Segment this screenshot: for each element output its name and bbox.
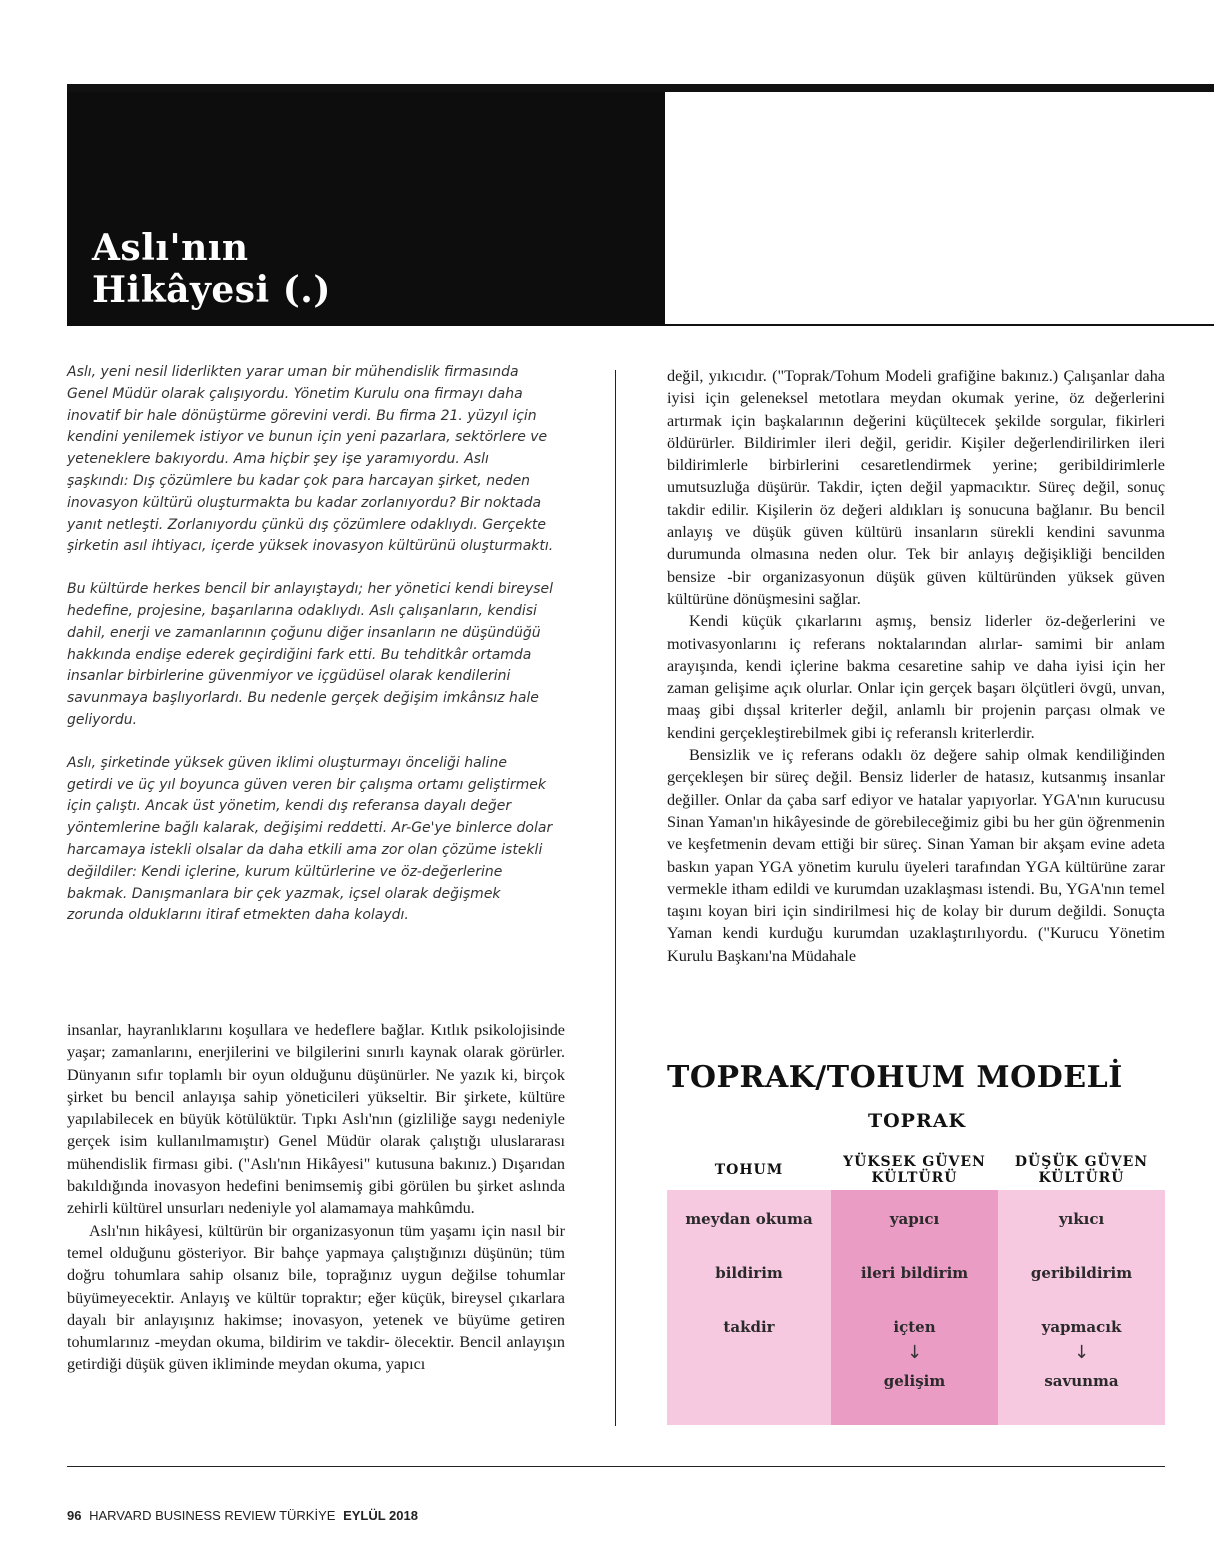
cell-high: yapıcı [889,1210,940,1228]
cell-low: yıkıcı [1058,1210,1105,1228]
story-paragraph: Aslı, şirketinde yüksek güven iklimi oluşturmayı önceliği haline getirdi ve üç yıl boyunca güven veren bir çalışma ortamı geliştirmek için çalıştı. Ancak üst yönetim, kendi dış referansa dayalı değer yöntemlerine bağlı kalarak, değişimi reddetti. Ar-Ge'ye binlerce dolar harcamaya istekli olsalar da daha etkili ama zor olan çözüme istekli değildiler: Kendi içlerine, kurum kültürlerine ve öz-değerlerine bakmak. Danışmanlara bir çek yazmak, içsel olarak değişmek zorunda olduklarını itiraf etmekten daha kolaydı. [67,754,553,924]
column-header-line: KÜLTÜRÜ [1038,1170,1125,1186]
cell-high: ileri bildirim [860,1264,969,1282]
cell-high: içten [893,1318,936,1336]
story-paragraph: Bu kültürde herkes bencil bir anlayıştaydı; her yönetici kendi bireysel hedefine, projesine, başarılarına odaklıydı. Aslı çalışanların, kendisi dahil, enerji ve zamanlarının çoğunu diğer insanların ne düşündüğü hakkında endişe ederek geçirdiğini fark etti. Bu tehditkâr ortamda insanlar birbirlerine güvenmiyor ve içgüdüsel olarak kendilerini savunmaya başlıyorlardı. Bu nedenle gerçek değişim imkânsız hale geliyordu. [67,581,554,728]
column-header-seed: TOHUM [714,1162,784,1178]
page-footer [67,1508,418,1523]
graphic-title: TOPRAK/TOHUM MODELİ [667,1060,1123,1095]
column-header-high-trust [828,1154,1001,1186]
cell-low: yapmacık [1041,1318,1122,1336]
story-paragraph: Aslı, yeni nesil liderlikten yarar uman bir mühendislik firmasında Genel Müdür olarak çalışıyordu. Yönetim Kurulu ona firmayı daha inovatif bir hale dönüştürme görevini verdi. Bu firma 21. yüzyıl için kendini yenilemek istiyor ve bunun için yeni pazarlara, sektörlere ve yeteneklere bakıyordu. Ama hiçbir şey işe yaramıyordu. Aslı şaşkındı: Dış çözümlere bu kadar çok para harcayan şirket, neden inovasyon kültürü oluşturmakta bu kadar zorlanıyordu? Bir noktada yanıt netleşti. Zorlanıyordu çünkü dış çözümlere odaklıydı. Gerçekte şirketin asıl ihtiyacı, içerde yüksek inovasyon kültürünü oluşturmaktı. [67,364,554,555]
page-number: 96 [67,1508,82,1523]
body-paragraph: Aslı'nın hikâyesi, kültürün bir organizasyonun tüm yaşamı için nasıl bir temel olduğunu gösteriyor. Bir bahçe yapmaya çalıştığınızı düşünün; tüm doğru tohumlara sahip olsanız bile, toprağınız uygun değilse tohumlar büyümeyecektir. Anlayış ve kültür topraktır; eğer küçük, bireysel çıkarlara dayalı bir anlayışınız hakimse; inovasyon, yetenek ve büyüme getiren tohumlarınız -meydan okuma, bildirim ve takdir- ölecektir. Bencil anlayışın getirdiği düşük güven ikliminde meydan okuma, yapıcı [67,1221,565,1374]
body-paragraph: Kendi küçük çıkarlarını aşmış, bensiz liderler öz-değerlerini ve motivasyonlarını iç referans noktalarından alırlar- samimi bir anlam arayışında, kendi içlerine bakma cesaretine sahip ve daha iyisi için her zaman gelişime açık olurlar. Onlar için gerçek başarı ölçütleri övgü, unvan, maaş gibi dışsal kriterler değil, anlamlı bir projenin parçası olmak ve kendini gerçekleştirebilmek gibi iç referanslı kriterlerdir. [667,612,1165,742]
publication-name: HARVARD BUSINESS REVIEW TÜRKİYE [89,1508,336,1523]
title-banner [67,92,665,326]
cell-seed: takdir [723,1318,775,1336]
sidebar-story [67,362,554,948]
issue-date: EYLÜL 2018 [343,1508,418,1523]
cell-seed: meydan okuma [685,1210,813,1228]
body-paragraph: değil, yıkıcıdır. ("Toprak/Tohum Modeli grafiğine bakınız.) Çalışanlar daha iyisi için geleneksel metotlara meydan okumak yerine, öz değerlerini artırmak için başkalarının değerini küçültecek şekilde sorgular, fikirleri öldürürler. Bildirimler ileri değil, geridir. Kişiler değerlendirilirken ileri bildirimlerle birbirlerini cesaretlendirmek yerine; geribildirimlerle umutsuzluğa düşürür. Takdir, içten değil yapmacıktır. Süreç değil, sonuç takdir edilir. Kişilerin öz değeri aldıkları iş sonucuna bağlanır. Bu bencil anlayış ve düşük güven kültürü insanların sürekli kendini savunma durumunda olmasına neden olur. Tek bir anlayış değişikliği bencilden bensize -bir organizasyonun düşük güven kültüründen yüksek güven kültürüne dönüşmesini sağlar. [667,367,1165,608]
column-header-line: DÜŞÜK GÜVEN [1014,1154,1149,1170]
column-header-low-trust [998,1154,1165,1186]
title-line-1: Aslı'nın [92,227,249,269]
sidebar-title [92,227,331,311]
footer-rule [67,1466,1165,1467]
top-rule [67,84,1214,92]
cell-result-high: gelişim [883,1372,946,1390]
cell-seed: bildirim [715,1264,783,1282]
title-line-2: Hikâyesi (.) [92,269,331,311]
down-arrow-icon: ↓ [1073,1342,1090,1363]
column-divider [615,370,616,1426]
left-column-body [67,1019,565,1376]
column-header-line: YÜKSEK GÜVEN [843,1154,986,1170]
column-header-line: KÜLTÜRÜ [871,1170,958,1186]
right-column-body [667,365,1165,967]
cell-result-low: savunma [1044,1372,1119,1390]
body-paragraph: insanlar, hayranlıklarını koşullara ve hedeflere bağlar. Kıtlık psikolojisinde yaşar; zamanlarını, enerjilerini ve bilgilerini sınırlı kaynak olarak görürler. Dünyanın sıfır toplamlı bir oyun olduğunu düşünürler. Ne yazık ki, birçok şirket bu bencil anlayışa sahip yöneticileri yükseltir. Bir şirkete, kültüre yapılabilecek en büyük kötülüktür. Tıpkı Aslı'nın (gizliliğe saygı nedeniyle gerçek isim kullanılmamıştır) Genel Müdür olarak çalıştığı uluslararası mühendislik firması gibi. ("Aslı'nın Hikâyesi" kutusuna bakınız.) Dışarıdan bakıldığında inovasyon hedefini benimsemiş gibi görülen bu şirket aslında zehirli kültürel unsurları nedeniyle yol alamamaya mahkûmdu. [67,1021,565,1218]
down-arrow-icon: ↓ [906,1342,923,1363]
body-paragraph: Bensizlik ve iç referans odaklı öz değere sahip olmak kendiliğinden gerçekleşen bir süreç değil. Bensiz liderler de hatasız, kutsanmış insanlar değiller. Onlar da çaba sarf ediyor ve hatalar yapıyorlar. YGA'nın kurucusu Sinan Yaman'ın hikâyesinde de görebileceğimiz gibi bu her gün öğrenmenin ve keşfetmenin devam ettiği bir süreç. Sinan Yaman bir akşam evine adeta baskın yapan YGA yönetim kurulu üyeleri tarafından YGA kültürüne zarar vermekle itham edildi ve kurumdan uzaklaşması istendi. Bu, YGA'nın temel taşını koyan biri için sindirilmesi hiç de kolay bir durum değildi. Sonuçta Yaman kendi kurduğu kurumdan uzaklaştırılıyordu. ("Kurucu Yönetim Kurulu Başkanı'na Müdahale [667,746,1165,965]
cell-low: geribildirim [1030,1264,1133,1282]
header-underline [665,324,1214,326]
graphic-subtitle: TOPRAK [867,1110,967,1132]
